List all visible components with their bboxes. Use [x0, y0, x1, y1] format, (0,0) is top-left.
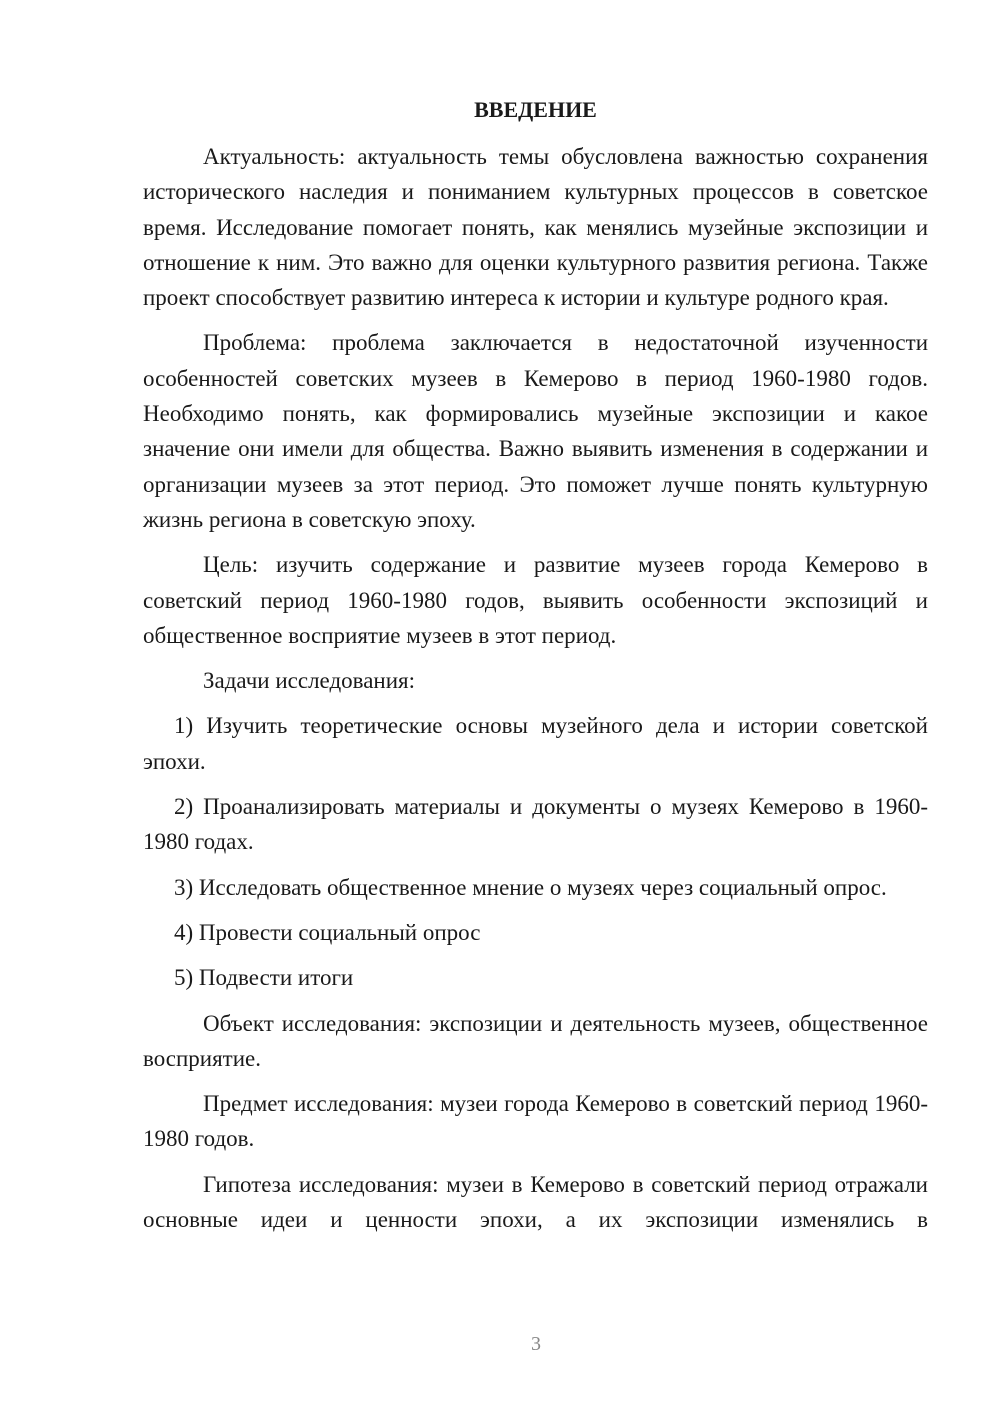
task-item-4: 4) Провести социальный опрос — [174, 919, 481, 945]
task-item-3: 3) Исследовать общественное мнение о музеях через социальный опрос. — [174, 874, 887, 900]
paragraph-hypothesis: Гипотеза исследования: музеи в Кемерово в советский период отражали основные идеи и ценности эпохи, а их экспозиции изменялись в — [143, 1171, 928, 1233]
task-item-2: 2) Проанализировать материалы и документы о музеях Кемерово в 1960-1980 годах. — [143, 794, 928, 855]
document-page — [143, 96, 928, 1247]
paragraph-subject: Предмет исследования: музеи города Кемерово в советский период 1960-1980 годов. — [143, 1091, 928, 1152]
paragraph-problem: Проблема: проблема заключается в недостаточной изученности особенностей советских музеев в Кемерово в период 1960-1980 годов. Необходимо понять, как формировались музейные экспозиции и какое значение они имели для общества. Важно выявить изменения в содержании и организации музеев за этот период. Это поможет лучше понять культурную жизнь региона в советскую эпоху. — [143, 330, 928, 532]
page-number: 3 — [531, 1333, 541, 1355]
paragraph-tasks-heading: Задачи исследования: — [203, 668, 416, 694]
paragraph-object: Объект исследования: экспозиции и деятельность музеев, общественное восприятие. — [143, 1010, 928, 1071]
task-item-5: 5) Подвести итоги — [174, 965, 354, 991]
paragraph-goal: Цель: изучить содержание и развитие музеев города Кемерово в советский период 1960-1980 годов, выявить особенности экспозиций и общественное восприятие музеев в этот период. — [143, 552, 928, 648]
paragraph-relevance: Актуальность: актуальность темы обусловлена важностью сохранения исторического наследия и пониманием культурных процессов в советское время. Исследование помогает понять, как менялись музейные экспозиции и отношение к ним. Это важно для оценки культурного развития региона. Также проект способствует развитию интереса к истории и культуре родного края. — [143, 144, 928, 311]
task-item-1: 1) Изучить теоретические основы музейного дела и истории советской эпохи. — [143, 713, 928, 774]
page-title: ВВЕДЕНИЕ — [474, 97, 597, 122]
